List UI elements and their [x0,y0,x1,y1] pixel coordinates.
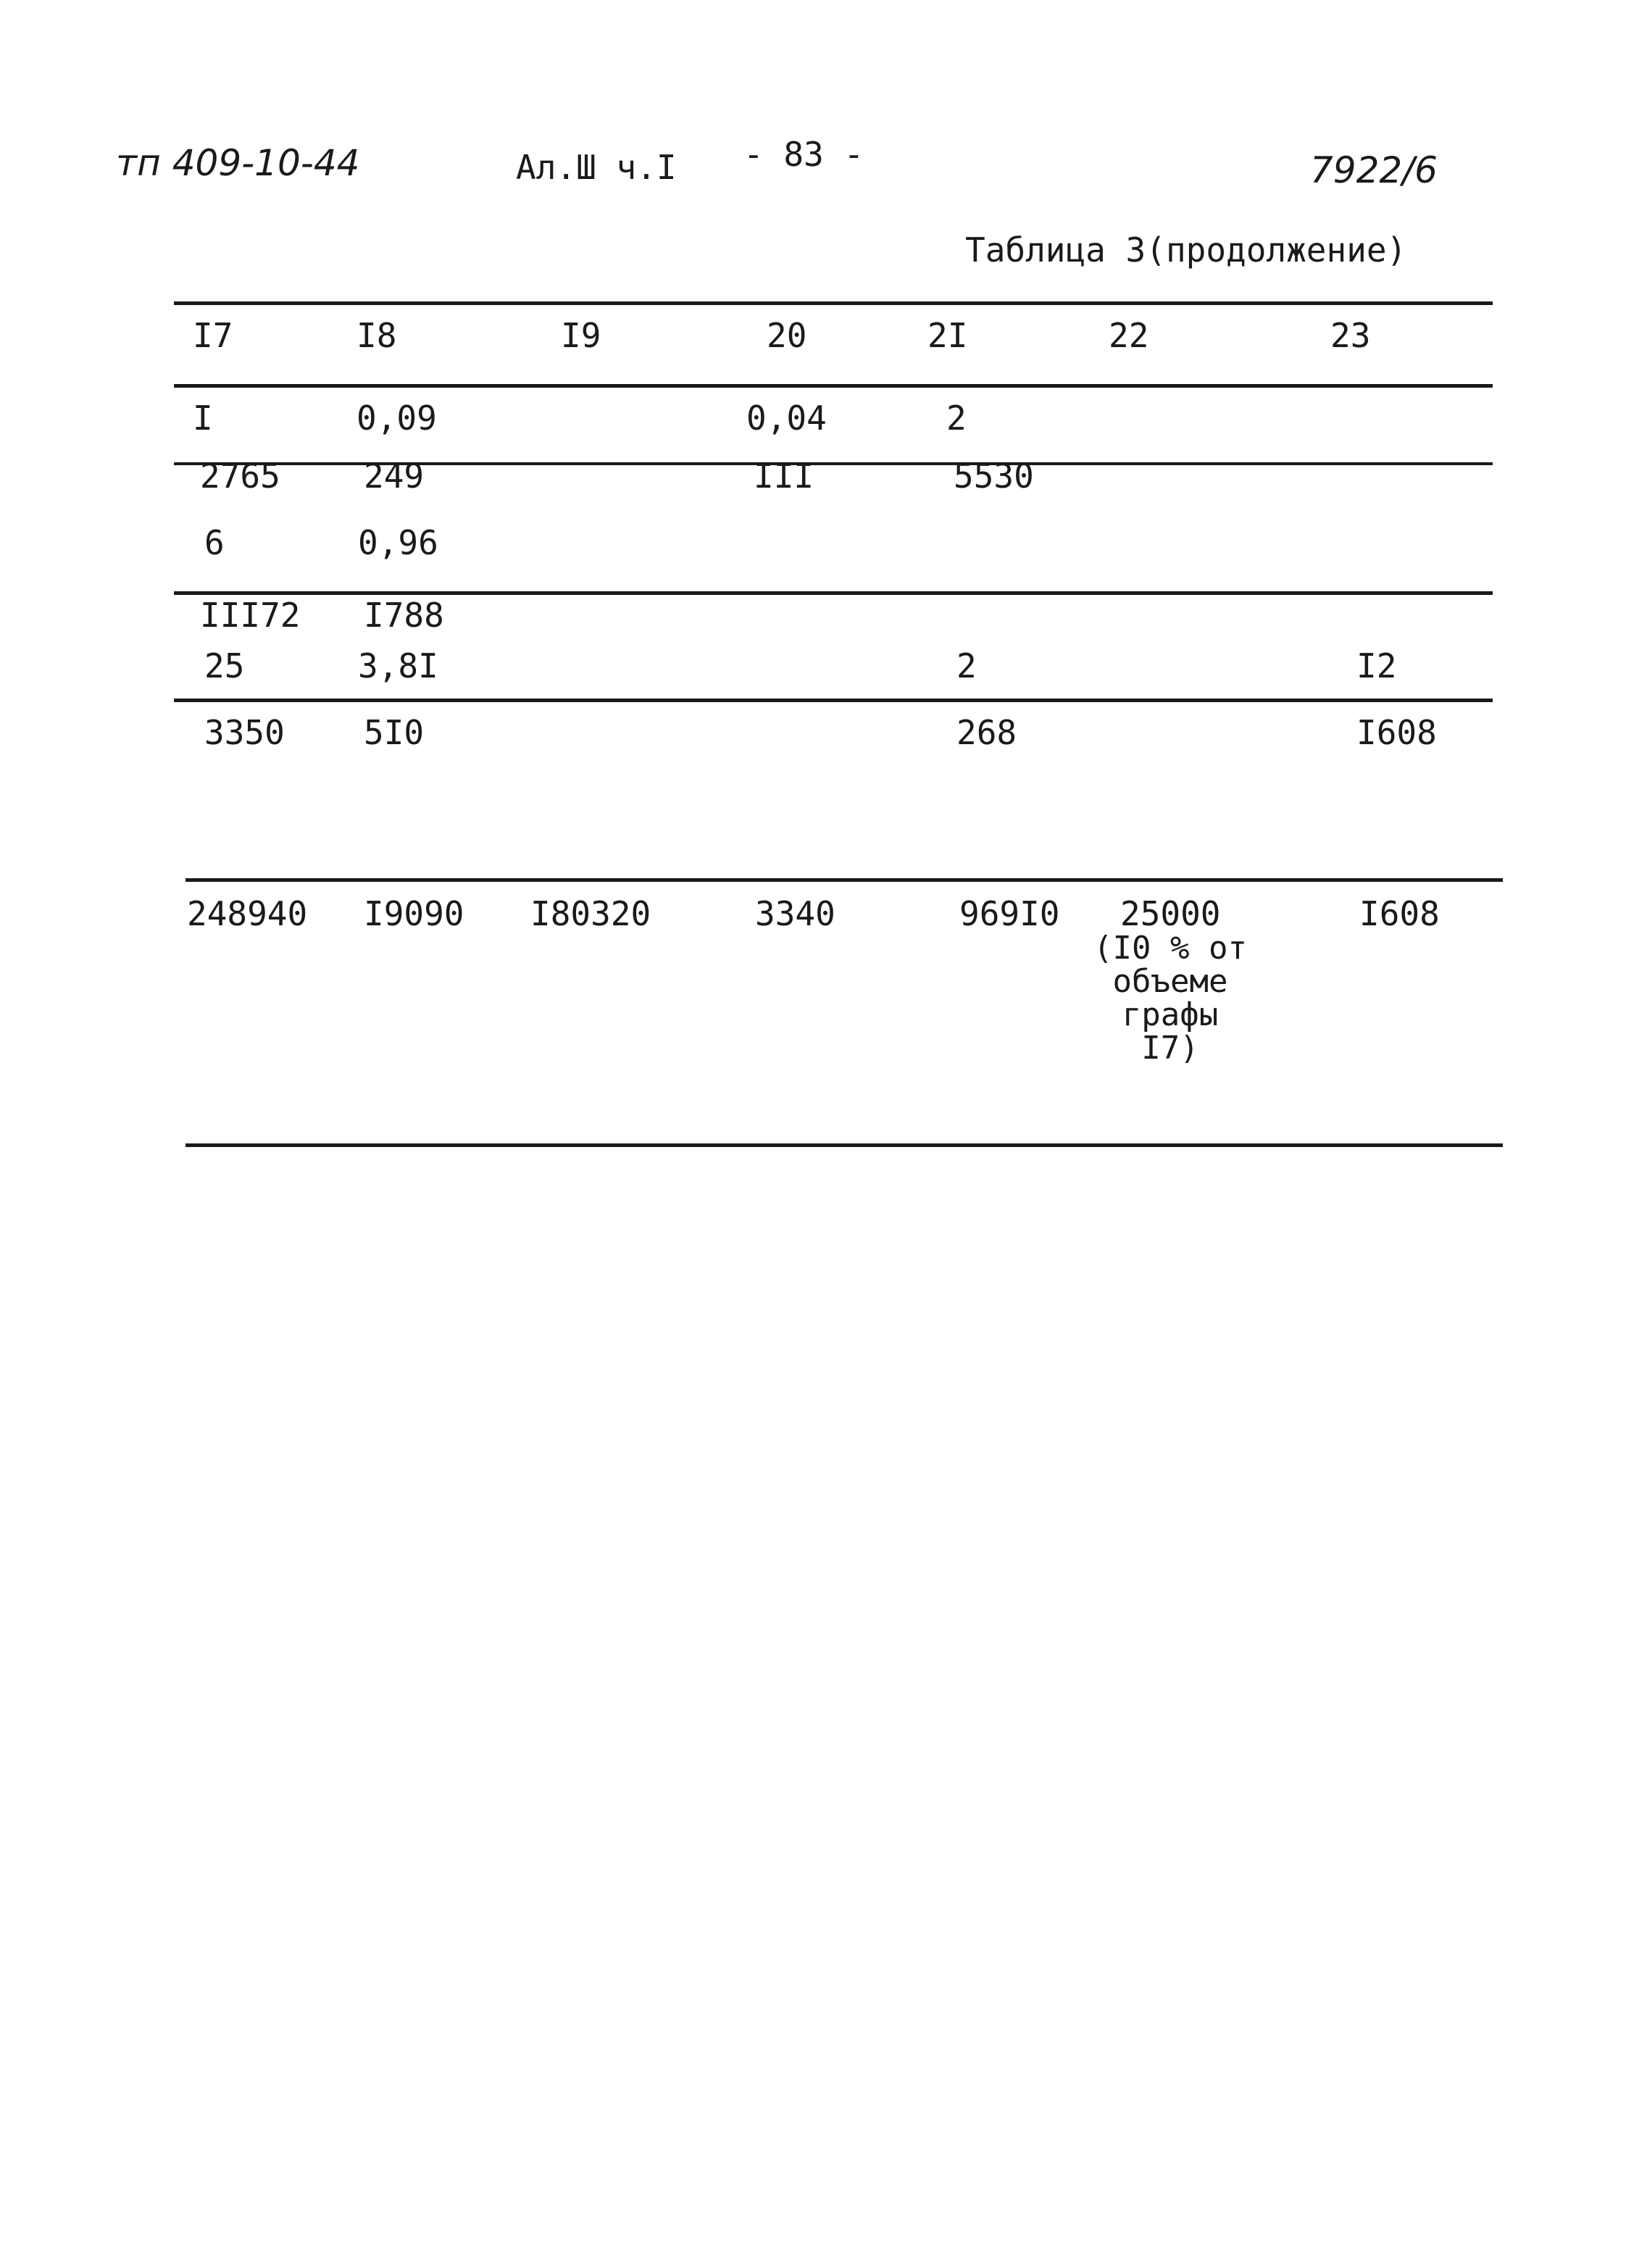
totals-note-line: объеме [1112,963,1228,1000]
totals-cell: 3340 [755,894,835,933]
page-number: - 83 - [743,135,864,174]
table-cell: I788 [364,596,444,635]
table-cell: 2 [956,646,977,685]
table-cell: 5I0 [364,713,425,752]
table-cell: III [754,456,814,496]
column-header-17: I7 [193,316,233,355]
table-cell: 0,04 [746,399,827,438]
table-cell: 0,96 [358,523,438,562]
column-header-18: I8 [357,316,397,355]
sheet-code: 7922/6 [1310,149,1438,191]
totals-cell: I9090 [364,894,464,933]
table-cell: 0,09 [357,399,437,438]
totals-cell: I608 [1359,894,1440,933]
table-cell: 3,8I [358,646,438,685]
table-cell: 6 [204,523,225,562]
table-title: Таблица 3(продолжение) [965,230,1407,270]
totals-note-line: I7) [1141,1030,1199,1067]
table-cell: 3350 [204,713,285,752]
table-cell: 5530 [954,456,1034,496]
table-cell: I [193,399,213,438]
table-top-rule [174,301,1493,305]
row-divider [174,591,1493,595]
table-bottom-rule [185,1143,1503,1147]
document-code: тп 409-10-44 [116,142,360,184]
column-header-19: I9 [561,316,601,355]
column-header-21: 2I [927,316,968,355]
totals-top-rule [185,878,1503,882]
totals-cell: 969I0 [959,894,1060,933]
column-header-22: 22 [1109,316,1149,355]
totals-note [1065,932,1275,1065]
column-header-23: 23 [1330,316,1371,355]
totals-cell: 248940 [187,894,308,933]
totals-cell: I80320 [530,894,651,933]
table-cell: 268 [956,713,1017,752]
row-divider [174,699,1493,702]
table-cell: I2 [1356,646,1397,685]
column-header-20: 20 [767,316,807,355]
header-bottom-rule [174,384,1493,388]
table-cell: 2 [946,399,967,438]
table-cell: 2765 [200,456,280,496]
totals-cell: 25000 [1120,894,1221,933]
table-cell: III72 [200,596,301,635]
totals-note-line: графы [1122,996,1219,1033]
totals-note-line: (I0 % от [1093,930,1247,967]
table-cell: I608 [1356,713,1437,752]
table-cell: 25 [204,646,245,685]
table-cell: 249 [364,456,425,496]
album-reference: Ал.Ш ч.I [516,148,677,187]
